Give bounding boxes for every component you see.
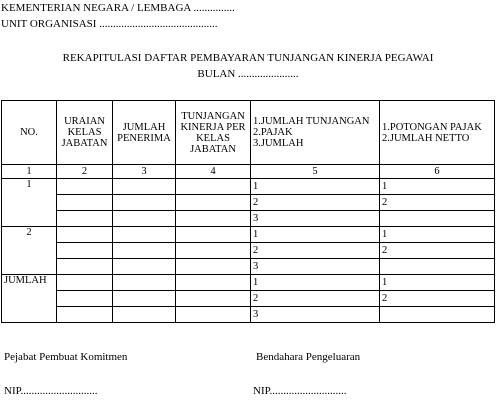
- table-cell: 2: [251, 195, 380, 211]
- table-cell: 2: [380, 291, 495, 307]
- table-cell: 1: [251, 227, 380, 243]
- table-cell: [57, 211, 113, 227]
- table-cell: [113, 243, 176, 259]
- group-label: 1: [2, 179, 57, 227]
- table-cell: [380, 259, 495, 275]
- table-cell: [176, 227, 251, 243]
- table-cell: 3: [251, 211, 380, 227]
- header-jumlah-penerima: JUMLAH PENERIMA: [113, 101, 176, 165]
- table-cell: [57, 227, 113, 243]
- table-cell: [176, 259, 251, 275]
- table-cell: [176, 243, 251, 259]
- table-cell: 2: [251, 243, 380, 259]
- ministry-line: KEMENTERIAN NEGARA / LEMBAGA ...............: [1, 2, 235, 14]
- column-number: 4: [176, 165, 251, 179]
- signature-right-title: Bendahara Pengeluaran: [256, 351, 361, 363]
- group-label: JUMLAH: [2, 275, 57, 323]
- table-cell: [113, 275, 176, 291]
- table-cell: [113, 307, 176, 323]
- table-cell: [113, 291, 176, 307]
- table-cell: 1: [380, 179, 495, 195]
- header-uraian: URAIAN KELAS JABATAN: [57, 101, 113, 165]
- table-cell: [176, 307, 251, 323]
- table-cell: 1: [251, 275, 380, 291]
- table-cell: [113, 227, 176, 243]
- table-cell: 3: [251, 307, 380, 323]
- column-number: 5: [251, 165, 380, 179]
- table-cell: [57, 291, 113, 307]
- recap-table: [1, 100, 495, 323]
- table-row: [2, 179, 495, 195]
- header-col5: 1.JUMLAH TUNJANGAN 2.PAJAK 3.JUMLAH: [251, 101, 380, 165]
- table-cell: [57, 195, 113, 211]
- table-cell: [57, 243, 113, 259]
- header-col6: 1.POTONGAN PAJAK 2.JUMLAH NETTO: [380, 101, 495, 165]
- table-cell: [380, 307, 495, 323]
- table-cell: [176, 291, 251, 307]
- signature-left-title: Pejabat Pembuat Komitmen: [4, 351, 128, 363]
- table-row: [2, 275, 495, 291]
- signature-right-nip: NIP............................: [253, 385, 347, 397]
- table-cell: [380, 211, 495, 227]
- table-cell: 1: [380, 227, 495, 243]
- header-no: NO.: [2, 101, 57, 165]
- table-row: [2, 211, 495, 227]
- table-cell: 3: [251, 259, 380, 275]
- column-number: 6: [380, 165, 495, 179]
- group-label: 2: [2, 227, 57, 275]
- table-header-row: [2, 101, 495, 165]
- table-row: [2, 259, 495, 275]
- table-cell: [113, 179, 176, 195]
- table-cell: 1: [251, 179, 380, 195]
- table-cell: [57, 307, 113, 323]
- table-row: [2, 291, 495, 307]
- table-cell: 2: [380, 243, 495, 259]
- month-line: BULAN ......................: [197, 68, 299, 80]
- table-row: [2, 243, 495, 259]
- table-cell: [176, 211, 251, 227]
- column-number: 3: [113, 165, 176, 179]
- table-cell: 2: [380, 195, 495, 211]
- document-title: REKAPITULASI DAFTAR PEMBAYARAN TUNJANGAN KINERJA PEGAWAI: [62, 52, 434, 64]
- table-cell: [176, 179, 251, 195]
- table-cell: [57, 179, 113, 195]
- table-cell: [57, 275, 113, 291]
- table-row: [2, 195, 495, 211]
- column-number: 2: [57, 165, 113, 179]
- table-cell: 1: [380, 275, 495, 291]
- header-tunjangan-kinerja: TUNJANGAN KINERJA PER KELAS JABATAN: [176, 101, 251, 165]
- table-cell: [176, 275, 251, 291]
- table-row: [2, 307, 495, 323]
- column-number-row: [2, 165, 495, 179]
- table-cell: [176, 195, 251, 211]
- table-cell: [57, 259, 113, 275]
- unit-line: UNIT ORGANISASI ...........................................: [1, 18, 218, 30]
- table-cell: [113, 195, 176, 211]
- table-cell: [113, 259, 176, 275]
- table-cell: [113, 211, 176, 227]
- signature-left-nip: NIP............................: [4, 385, 98, 397]
- column-number: 1: [2, 165, 57, 179]
- table-cell: 2: [251, 291, 380, 307]
- table-row: [2, 227, 495, 243]
